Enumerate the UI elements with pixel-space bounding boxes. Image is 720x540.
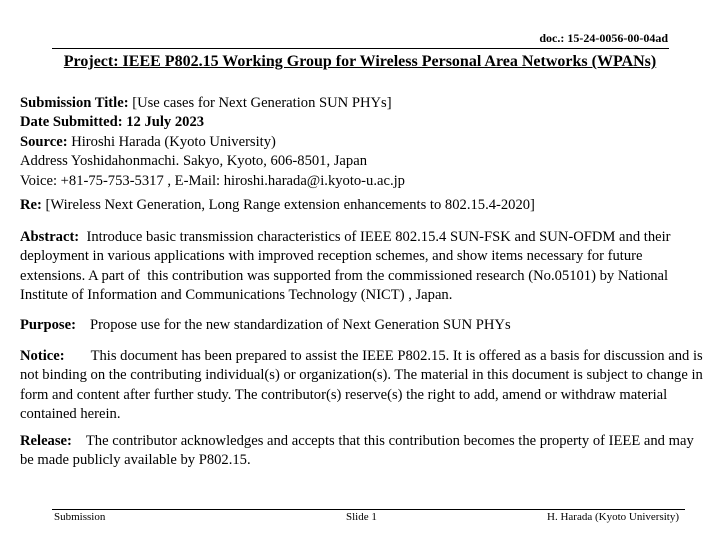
purpose-text: Propose use for the new standardization of Next Generation SUN PHYs xyxy=(89,317,511,333)
source-label: Source: xyxy=(20,133,68,150)
submission-title-label: Submission Title: xyxy=(20,95,129,111)
voice-email-line: Voice: +81-75-753-5317 , E-Mail: hiroshi.harada@i.kyoto-u.ac.jp xyxy=(20,172,405,189)
footer-divider xyxy=(52,509,685,510)
submission-title-line xyxy=(20,94,710,113)
source-line xyxy=(20,133,710,152)
abstract-block xyxy=(20,228,710,306)
abstract-text: Introduce basic transmission characteristics of IEEE 802.15.4 SUN-FSK and SUN-OFDM and their deployment in various applications with improved reception schemes, and show items necessary for future extensions. A part of this contribution was supported from the commissioned research (No.05101) by National Institute of Information and Communications Technology (NICT) , Japan. xyxy=(20,229,675,304)
release-block xyxy=(20,432,710,471)
notice-block xyxy=(20,347,710,425)
notice-label: Notice: xyxy=(20,348,65,364)
re-block xyxy=(20,196,710,215)
document-id: doc.: 15-24-0056-00-04ad xyxy=(539,31,668,45)
footer-author: H. Harada (Kyoto University) xyxy=(547,511,679,523)
purpose-block xyxy=(20,316,710,335)
submission-title-value: [Use cases for Next Generation SUN PHYs] xyxy=(128,95,392,111)
purpose-label: Purpose: xyxy=(20,317,76,333)
slide-number: Slide 1 xyxy=(346,511,377,523)
header-divider xyxy=(52,48,669,49)
footer-submission: Submission xyxy=(54,511,106,523)
release-text: The contributor acknowledges and accepts that this contribution becomes the property of IEEE and may be made publicly available by P802.15. xyxy=(20,433,694,469)
notice-text: This document has been prepared to assist the IEEE P802.15. It is offered as a basis for discussion and is not binding on the contributing individual(s) or organization(s). The material in this document is subject to change in form and content after further study. The contributor(s) reserve(s) the right to add, amend or withdraw material contained herein. xyxy=(20,348,703,423)
re-label: Re: xyxy=(20,197,42,213)
release-label: Release: xyxy=(20,433,72,449)
project-title: Project: IEEE P802.15 Working Group for Wireless Personal Area Networks (WPANs) xyxy=(63,53,657,70)
re-value: [Wireless Next Generation, Long Range extension enhancements to 802.15.4-2020] xyxy=(41,197,535,213)
date-submitted-line xyxy=(20,113,710,132)
source-value: Hiroshi Harada (Kyoto University) xyxy=(67,133,276,150)
submission-block xyxy=(20,94,710,191)
abstract-label: Abstract: xyxy=(20,229,80,245)
address-line: Address Yoshidahonmachi. Sakyo, Kyoto, 606-8501, Japan xyxy=(20,153,367,170)
date-submitted-label: Date Submitted: xyxy=(20,114,123,131)
date-submitted-value: 12 July 2023 xyxy=(122,114,205,131)
